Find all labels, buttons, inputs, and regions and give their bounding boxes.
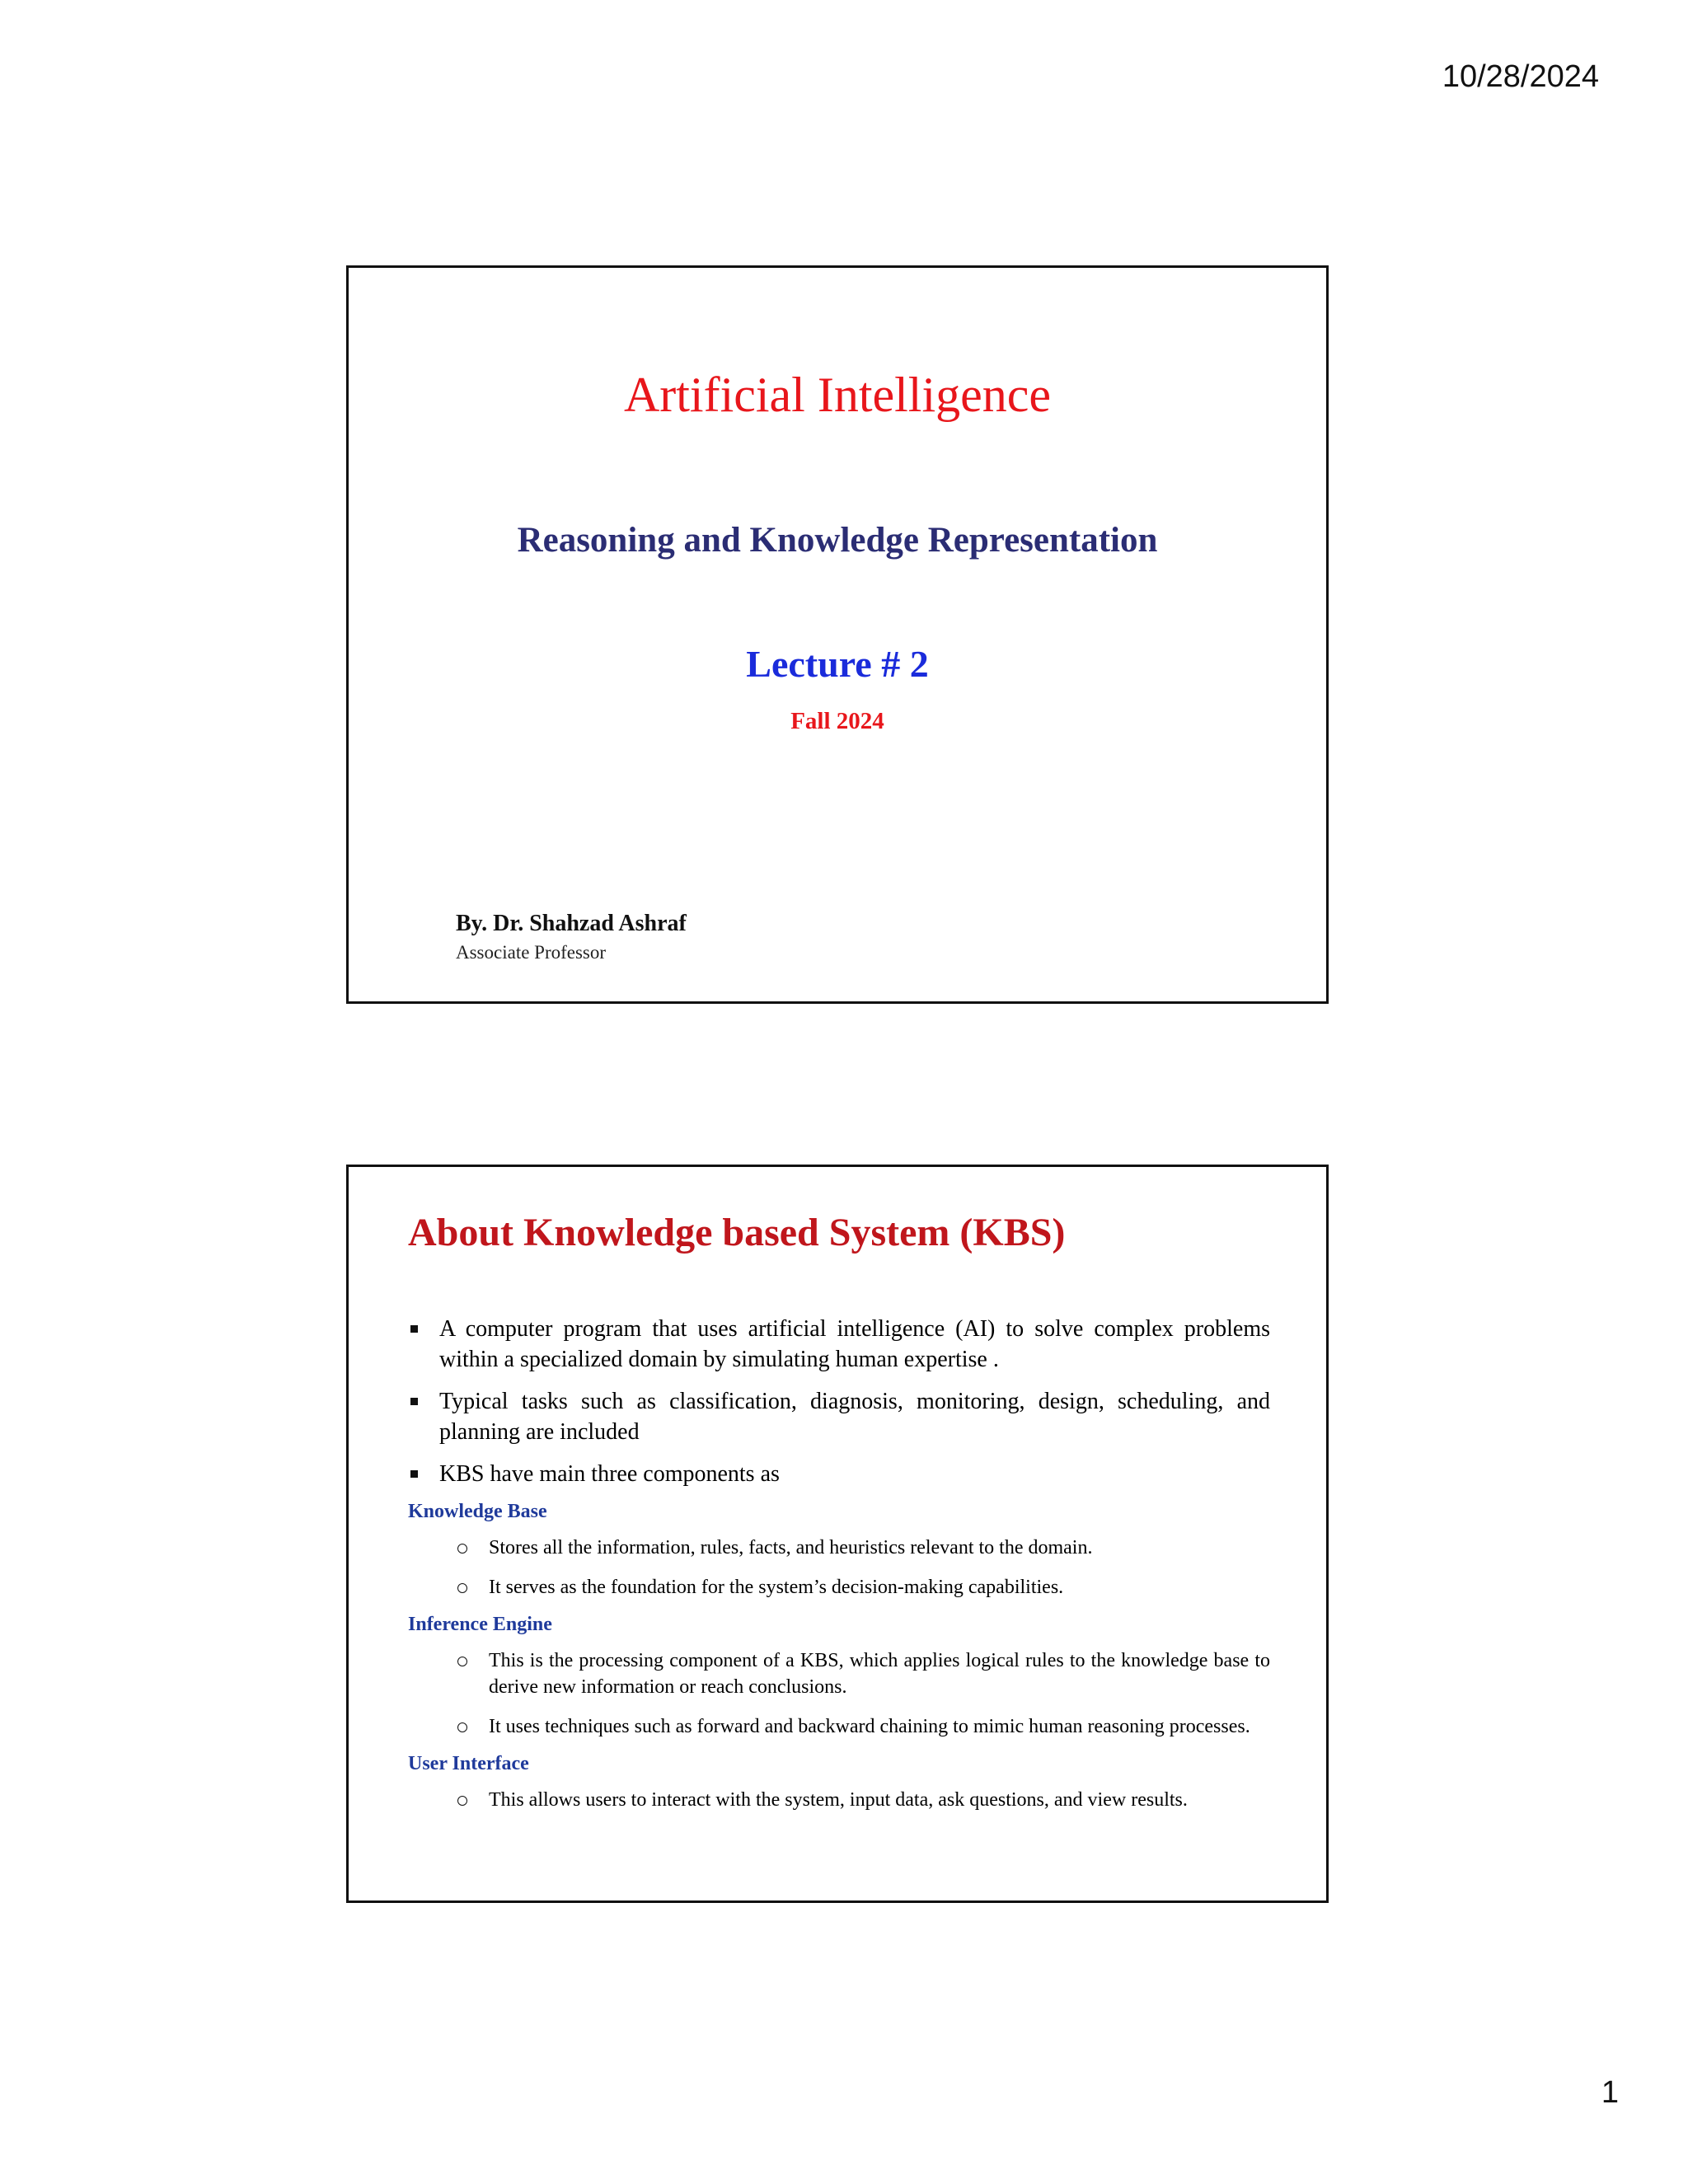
kbs-slide xyxy=(346,1165,1329,1903)
author-name: By. Dr. Shahzad Ashraf xyxy=(456,911,687,936)
square-bullet-icon xyxy=(410,1398,418,1405)
bullet-item xyxy=(408,1459,1270,1489)
component-heading-knowledge-base: Knowledge Base xyxy=(408,1501,547,1522)
bullet-item xyxy=(408,1314,1270,1375)
square-bullet-icon xyxy=(410,1470,418,1478)
author-role: Associate Professor xyxy=(456,942,607,963)
sub-bullet-text: It serves as the foundation for the system’s decision-making capabilities. xyxy=(489,1577,1064,1598)
sub-bullet-item xyxy=(408,1574,1270,1601)
sub-bullet-text: It uses techniques such as forward and backward chaining to mimic human reasoning processes. xyxy=(489,1716,1250,1737)
lecture-topic: Reasoning and Knowledge Representation xyxy=(517,521,1158,560)
component-heading-inference-engine: Inference Engine xyxy=(408,1614,552,1635)
sub-bullet-item xyxy=(408,1647,1270,1700)
bullet-text: Typical tasks such as classification, diagnosis, monitoring, design, scheduling, and planning are included xyxy=(439,1389,1270,1445)
lecture-number: Lecture # 2 xyxy=(746,643,929,685)
course-title: Artificial Intelligence xyxy=(623,368,1052,422)
sub-bullet-text: This is the processing component of a KBS, which applies logical rules to the knowledge base to derive new information or reach conclusions. xyxy=(489,1650,1270,1698)
sub-bullet-text: Stores all the information, rules, facts, and heuristics relevant to the domain. xyxy=(489,1537,1093,1558)
term: Fall 2024 xyxy=(790,708,884,734)
slide-body xyxy=(408,1314,1270,1826)
sub-bullet-item xyxy=(408,1787,1270,1813)
sub-bullet-item xyxy=(408,1535,1270,1561)
bullet-text: KBS have main three components as xyxy=(439,1461,780,1487)
sub-bullet-text: This allows users to interact with the system, input data, ask questions, and view results. xyxy=(489,1789,1188,1811)
bullet-text: A computer program that uses artificial intelligence (AI) to solve complex problems within a specialized domain by simulating human expertise . xyxy=(439,1316,1270,1372)
circle-bullet-icon xyxy=(457,1657,467,1666)
sub-bullet-item xyxy=(408,1713,1270,1740)
component-heading-user-interface: User Interface xyxy=(408,1753,529,1774)
square-bullet-icon xyxy=(410,1325,418,1333)
circle-bullet-icon xyxy=(457,1544,467,1554)
print-date: 10/28/2024 xyxy=(1442,59,1599,94)
circle-bullet-icon xyxy=(457,1796,467,1806)
bullet-item xyxy=(408,1386,1270,1447)
circle-bullet-icon xyxy=(457,1722,467,1732)
title-slide xyxy=(346,265,1329,1004)
circle-bullet-icon xyxy=(457,1583,467,1593)
page-number: 1 xyxy=(1601,2075,1619,2110)
slide-title: About Knowledge based System (KBS) xyxy=(408,1211,1066,1254)
